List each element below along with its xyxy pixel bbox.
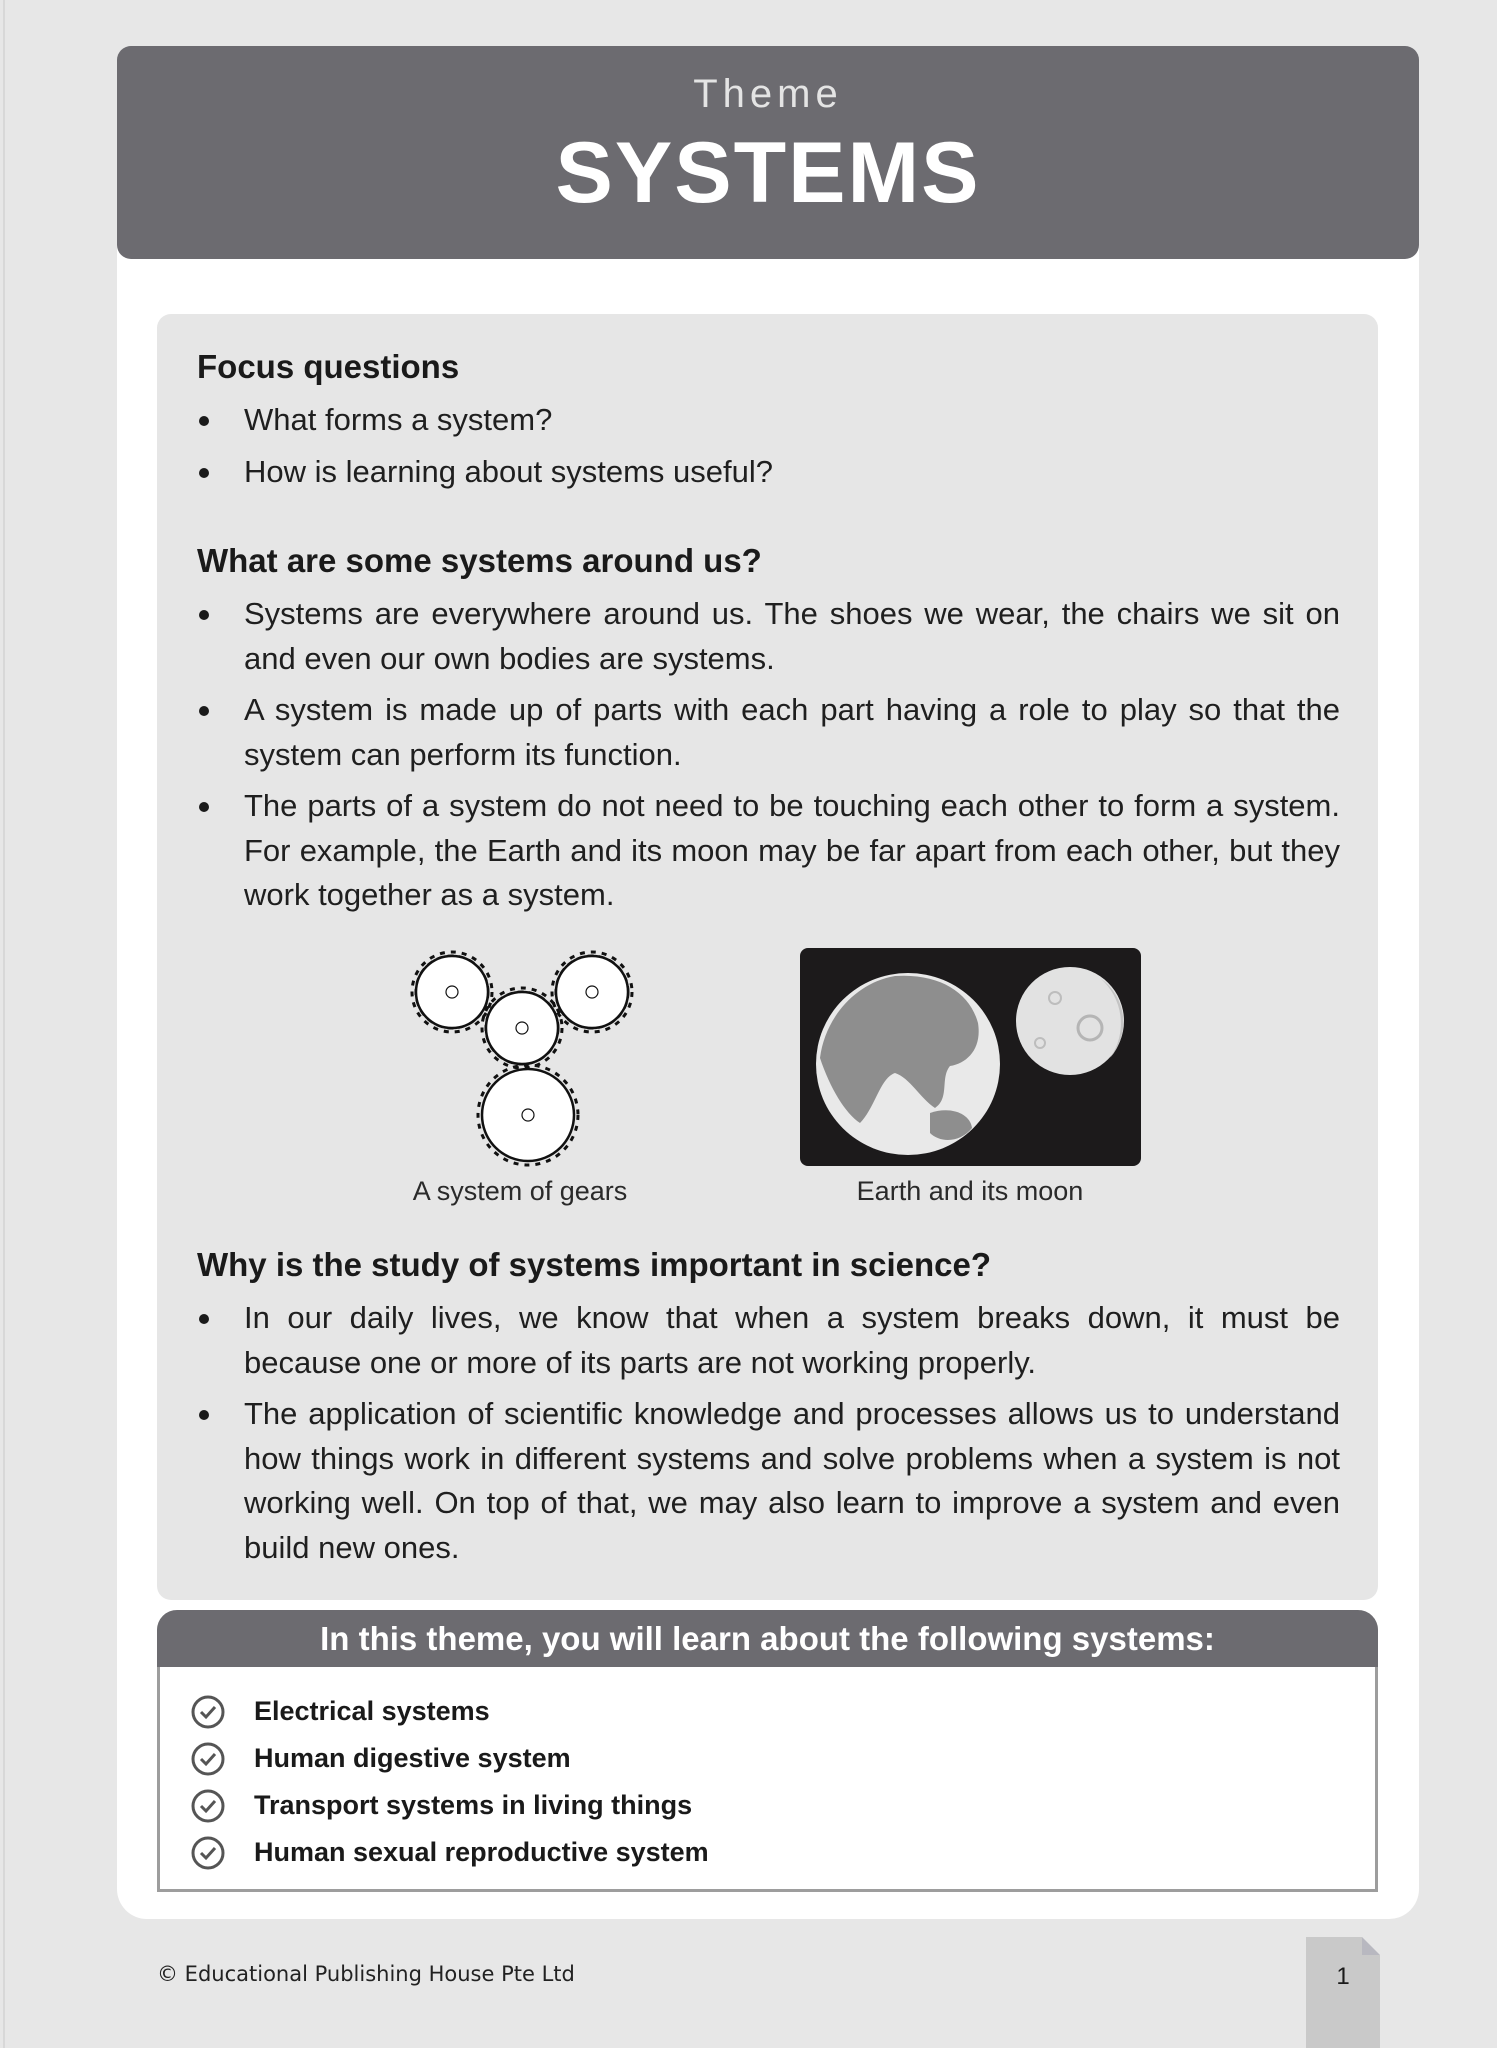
check-circle-icon <box>190 1788 226 1824</box>
list-item: The parts of a system do not need to be touching each other to form a system. For example, the Earth and its moon may be far apart from each other, but they work together as a system. <box>197 784 1340 918</box>
list-item: In our daily lives, we know that when a system breaks down, it must be because one or more of its parts are not working properly. <box>197 1296 1340 1385</box>
gear-icon <box>552 952 632 1032</box>
bullet-icon <box>199 706 209 716</box>
earth-moon-illustration <box>800 948 1141 1166</box>
systems-around-list <box>197 592 1340 925</box>
page-fold-icon <box>1362 1937 1380 1955</box>
learn-list <box>190 1688 709 1876</box>
bullet-icon <box>199 802 209 812</box>
gears-illustration <box>400 940 640 1170</box>
bullet-icon <box>199 468 209 478</box>
study-importance-list <box>197 1296 1340 1577</box>
list-item: Human digestive system <box>190 1735 709 1782</box>
gear-icon <box>412 952 492 1032</box>
copyright-notice: © Educational Publishing House Pte Ltd <box>157 1962 575 1986</box>
list-item: The application of scientific knowledge and processes allows us to understand how things work in different systems and solve problems when a system is not working well. On top of that, we may also learn to improve a system and even build new ones. <box>197 1392 1340 1570</box>
page-edge <box>3 0 5 2048</box>
bullet-icon <box>199 1410 209 1420</box>
moon-icon <box>1016 967 1124 1075</box>
check-circle-icon <box>190 1741 226 1777</box>
page-title: SYSTEMS <box>555 125 981 221</box>
focus-questions-list <box>197 398 1340 501</box>
gears-caption: A system of gears <box>412 1176 628 1206</box>
list-item: A system is made up of parts with each part having a role to play so that the system can perform its function. <box>197 688 1340 777</box>
gear-icon <box>482 988 562 1068</box>
focus-questions-heading: Focus questions <box>197 348 460 385</box>
bullet-icon <box>199 1314 209 1324</box>
list-item: How is learning about systems useful? <box>197 450 1340 495</box>
earth-moon-caption: Earth and its moon <box>856 1176 1084 1206</box>
gear-icon <box>478 1065 578 1165</box>
learn-box <box>157 1610 1378 1892</box>
learn-heading: In this theme, you will learn about the following systems: <box>157 1610 1378 1667</box>
page-number: 1 <box>1336 1963 1350 1990</box>
check-circle-icon <box>190 1694 226 1730</box>
study-importance-heading: Why is the study of systems important in science? <box>197 1246 992 1283</box>
list-item: Transport systems in living things <box>190 1782 709 1829</box>
list-item: Systems are everywhere around us. The shoes we wear, the chairs we sit on and even our own bodies are systems. <box>197 592 1340 681</box>
bullet-icon <box>199 416 209 426</box>
theme-header <box>117 46 1419 259</box>
list-item: Human sexual reproductive system <box>190 1829 709 1876</box>
content-box <box>157 314 1378 1600</box>
systems-around-heading: What are some systems around us? <box>197 542 762 579</box>
page-number-tab <box>1306 1937 1380 2048</box>
theme-label: Theme <box>693 72 843 116</box>
bullet-icon <box>199 610 209 620</box>
list-item: What forms a system? <box>197 398 1340 443</box>
check-circle-icon <box>190 1835 226 1871</box>
list-item: Electrical systems <box>190 1688 709 1735</box>
